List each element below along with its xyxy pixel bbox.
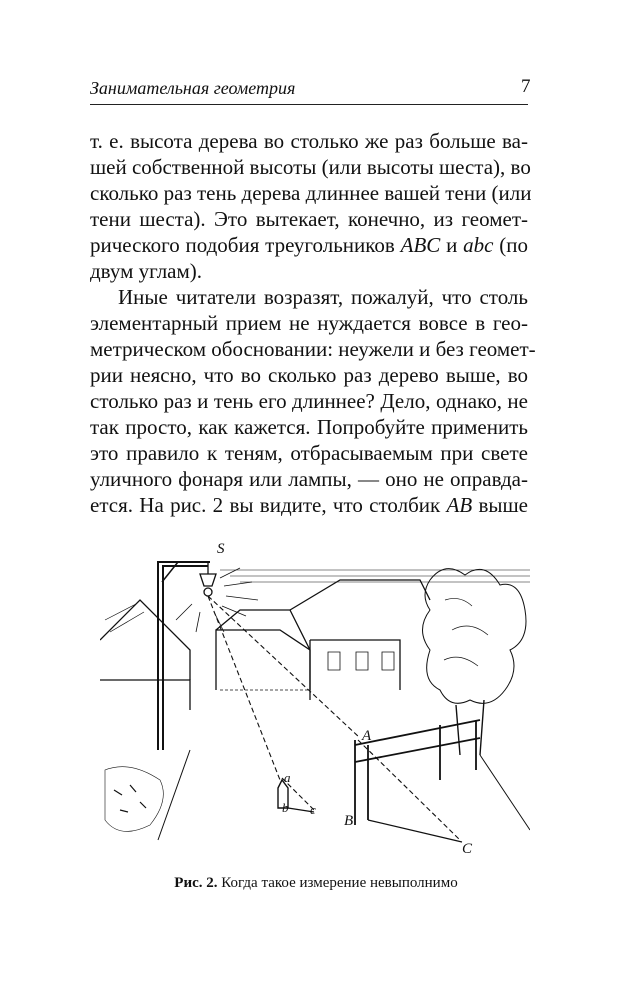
label-small-c: c — [310, 802, 316, 817]
body-text: ется. На рис. 2 вы видите, что столбик — [90, 493, 447, 517]
body-line: так просто, как кажется. Попробуйте применить — [90, 415, 528, 439]
label-b: B — [344, 813, 354, 829]
body-line: тени шеста). Это вытекает, конечно, из геомет- — [90, 207, 528, 231]
body-line: метрическом обосновании: неужели и без геомет- — [90, 337, 536, 361]
body-line: т. е. высота дерева во столько же раз больше ва- — [90, 129, 528, 153]
trees — [423, 569, 527, 755]
page-number: 7 — [521, 76, 531, 97]
body-line: уличного фонаря или лампы, — оно не оправда- — [90, 467, 528, 491]
body-line — [90, 232, 528, 258]
label-a: A — [362, 728, 372, 744]
figure-2-illustration — [100, 540, 530, 858]
figure-caption — [0, 875, 632, 892]
label-small-b: b — [282, 800, 289, 815]
gravel — [105, 767, 163, 832]
caption-label: Рис. 2. — [174, 875, 218, 891]
triangle-abc-upper: ABC — [400, 233, 441, 257]
caption-text: Когда такое измерение невыполнимо — [217, 875, 458, 891]
header-rule — [90, 104, 528, 105]
label-s: S — [217, 541, 225, 557]
left-house — [100, 600, 190, 710]
running-title: Занимательная геометрия — [90, 78, 296, 98]
body-text: (по — [493, 233, 528, 257]
body-line: столько раз и тень его длиннее? Дело, однако, не — [90, 389, 528, 413]
far-house — [290, 580, 430, 690]
body-line: двум углам). — [90, 259, 203, 283]
label-small-a: a — [284, 770, 291, 785]
body-text: рического подобия треугольников — [90, 233, 401, 257]
body-line: элементарный прием не нуждается вовсе в гео- — [90, 311, 528, 335]
body-line: рии неясно, что во сколько раз дерево выше, во — [90, 363, 528, 387]
body-line: Иные читатели возразят, пожалуй, что столь — [118, 285, 528, 309]
conjunction: и — [440, 233, 464, 257]
body-text: выше — [472, 493, 528, 517]
street-lamp — [200, 562, 216, 596]
lamp-post — [158, 562, 210, 750]
light-rays — [176, 568, 258, 632]
post-ab-label: AB — [446, 493, 473, 517]
triangle-abc-lower: abc — [463, 233, 494, 257]
body-line: это правило к теням, отбрасываемым при свете — [90, 441, 528, 465]
fence — [355, 720, 480, 825]
body-line — [90, 492, 528, 518]
label-c: C — [462, 841, 473, 857]
center-house — [216, 610, 310, 700]
body-line: сколько раз тень дерева длиннее вашей тени (или — [90, 181, 532, 205]
body-line: шей собственной высоты (или высоты шеста), во — [90, 155, 531, 179]
